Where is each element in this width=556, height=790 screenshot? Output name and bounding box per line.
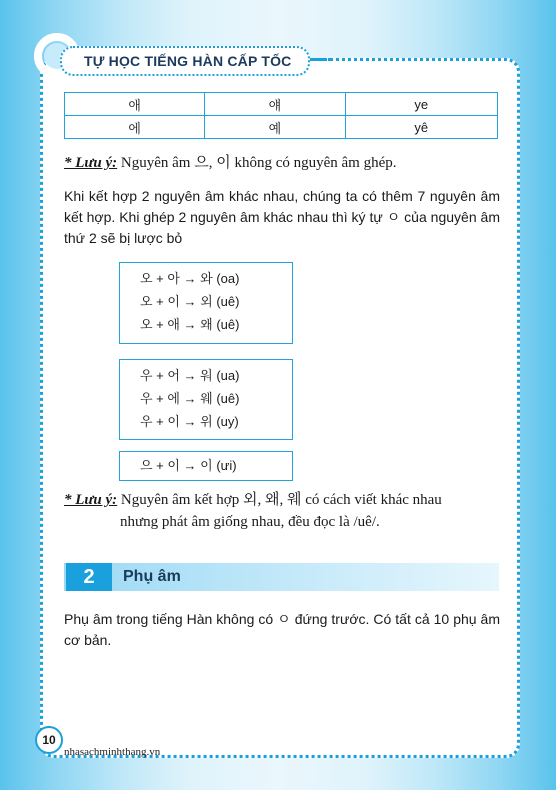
list-item: 오 + 이 → 외 (uê) (140, 294, 240, 309)
site-url: nhasachminhthang.vn (64, 746, 161, 758)
table-cell: 애 (65, 93, 205, 116)
list-item: 우 + 이 → 위 (uy) (140, 414, 239, 429)
note-line-2: nhưng phát âm giống nhau, đều đọc là /uê/. (120, 514, 380, 530)
table-cell: 에 (65, 116, 205, 139)
table-cell: ye (345, 93, 497, 116)
header-title: TỰ HỌC TIẾNG HÀN CẤP TỐC (60, 46, 310, 76)
note-line-1 (64, 489, 500, 511)
table-row (65, 116, 498, 139)
table-cell: 얘 (205, 93, 345, 116)
vowel-group-eu (119, 451, 293, 481)
table-row (65, 93, 498, 116)
note-1 (64, 153, 500, 174)
vowel-group-u (119, 359, 293, 440)
table-cell: 예 (205, 116, 345, 139)
list-item: 오 + 아 → 와 (oa) (140, 271, 240, 286)
note-label: * Lưu ý: (64, 155, 118, 171)
note-label: * Lưu ý: (64, 492, 118, 508)
list-item: 우 + 어 → 워 (ua) (140, 368, 240, 383)
table-cell: yê (345, 116, 497, 139)
list-item: 오 + 애 → 왜 (uê) (140, 317, 240, 332)
section-title: Phụ âm (123, 568, 181, 585)
list-item: 으 + 이 → 이 (ưi) (140, 458, 237, 473)
vowel-group-o (119, 262, 293, 344)
note-text: Nguyên âm kết hợp 외, 왜, 웨 có cách viết khác nhau (117, 492, 442, 508)
note-2 (64, 489, 500, 533)
paragraph-2: Phụ âm trong tiếng Hàn không có ㅇ đứng trước. Có tất cả 10 phụ âm cơ bản. (64, 611, 500, 648)
note-text: Nguyên âm 으, 이 không có nguyên âm ghép. (117, 155, 397, 171)
paragraph-1: Khi kết hợp 2 nguyên âm khác nhau, chúng ta có thêm 7 nguyên âm kết hợp. Khi ghép 2 nguyên âm khác nhau thì ký tự ㅇ của nguyên âm thứ 2 sẽ bị lược bỏ (64, 188, 500, 246)
page-number: 10 (35, 726, 63, 754)
vowel-table (64, 92, 498, 139)
section-number: 2 (66, 563, 112, 591)
list-item: 우 + 에 → 웨 (uê) (140, 391, 240, 406)
